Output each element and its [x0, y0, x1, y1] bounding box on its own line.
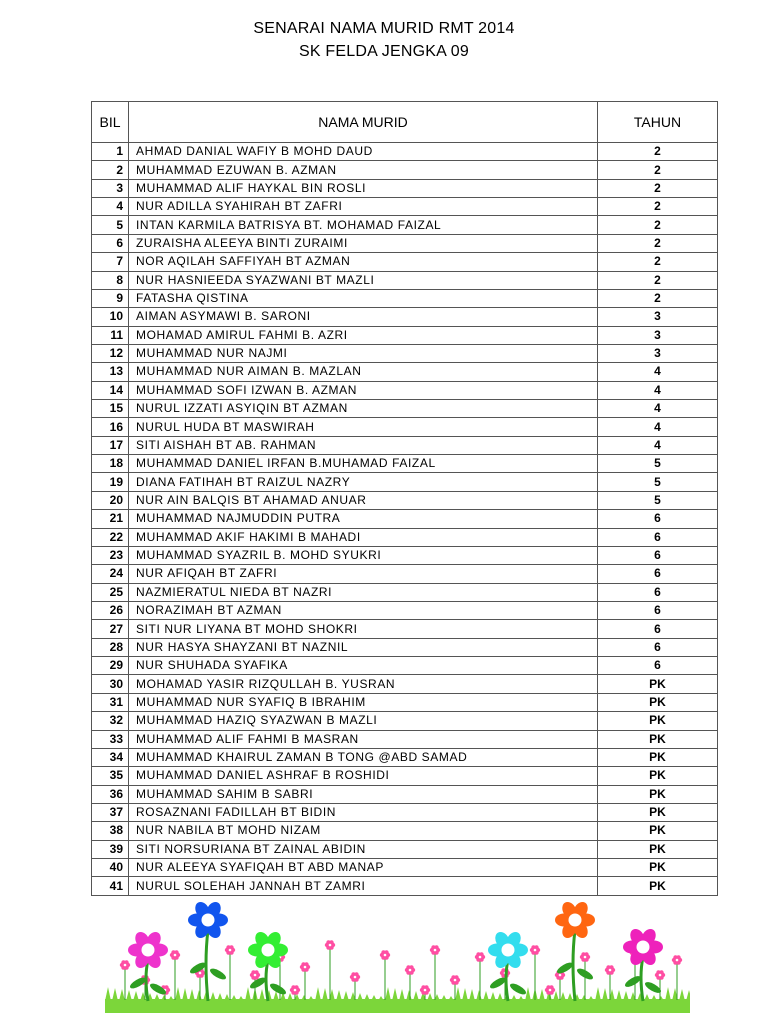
- year-value: PK: [598, 822, 718, 840]
- row-number: 36: [92, 785, 129, 803]
- table-row: [92, 693, 718, 711]
- row-number: 20: [92, 491, 129, 509]
- row-number: 34: [92, 748, 129, 766]
- year-value: PK: [598, 840, 718, 858]
- student-name: MUHAMMAD EZUWAN B. AZMAN: [129, 161, 598, 179]
- row-number: 17: [92, 436, 129, 454]
- student-name: AHMAD DANIAL WAFIY B MOHD DAUD: [129, 143, 598, 161]
- student-name: SITI NORSURIANA BT ZAINAL ABIDIN: [129, 840, 598, 858]
- table-row: [92, 712, 718, 730]
- year-value: PK: [598, 712, 718, 730]
- row-number: 14: [92, 381, 129, 399]
- table-row: [92, 289, 718, 307]
- year-value: PK: [598, 693, 718, 711]
- student-name: NURUL SOLEHAH JANNAH BT ZAMRI: [129, 877, 598, 895]
- table-row: [92, 344, 718, 362]
- year-value: 6: [598, 601, 718, 619]
- student-name: ROSAZNANI FADILLAH BT BIDIN: [129, 803, 598, 821]
- student-name: MUHAMMAD SYAZRIL B. MOHD SYUKRI: [129, 546, 598, 564]
- student-list-table: [91, 101, 718, 896]
- table-row: [92, 326, 718, 344]
- year-value: 6: [598, 657, 718, 675]
- table-row: [92, 840, 718, 858]
- row-number: 21: [92, 510, 129, 528]
- row-number: 29: [92, 657, 129, 675]
- table-row: [92, 216, 718, 234]
- student-name: SITI AISHAH BT AB. RAHMAN: [129, 436, 598, 454]
- year-value: 2: [598, 143, 718, 161]
- student-name: MUHAMMAD ALIF HAYKAL BIN ROSLI: [129, 179, 598, 197]
- student-name: ZURAISHA ALEEYA BINTI ZURAIMI: [129, 234, 598, 252]
- row-number: 3: [92, 179, 129, 197]
- student-name: NOR AQILAH SAFFIYAH BT AZMAN: [129, 253, 598, 271]
- table-row: [92, 730, 718, 748]
- student-name: MUHAMMAD DANIEL IRFAN B.MUHAMAD FAIZAL: [129, 455, 598, 473]
- table-row: [92, 803, 718, 821]
- row-number: 32: [92, 712, 129, 730]
- table-row: [92, 638, 718, 656]
- row-number: 12: [92, 344, 129, 362]
- row-number: 39: [92, 840, 129, 858]
- student-name: MOHAMAD AMIRUL FAHMI B. AZRI: [129, 326, 598, 344]
- year-value: 6: [598, 546, 718, 564]
- student-name: MUHAMMAD KHAIRUL ZAMAN B TONG @ABD SAMAD: [129, 748, 598, 766]
- table-row: [92, 601, 718, 619]
- year-value: 4: [598, 363, 718, 381]
- row-number: 11: [92, 326, 129, 344]
- table-row: [92, 859, 718, 877]
- student-name: MUHAMMAD DANIEL ASHRAF B ROSHIDI: [129, 767, 598, 785]
- column-header-bil: BIL: [92, 102, 129, 143]
- year-value: PK: [598, 730, 718, 748]
- year-value: 2: [598, 216, 718, 234]
- row-number: 38: [92, 822, 129, 840]
- row-number: 23: [92, 546, 129, 564]
- student-name: MUHAMMAD AKIF HAKIMI B MAHADI: [129, 528, 598, 546]
- table-row: [92, 381, 718, 399]
- year-value: 2: [598, 161, 718, 179]
- student-name: INTAN KARMILA BATRISYA BT. MOHAMAD FAIZAL: [129, 216, 598, 234]
- table-row: [92, 675, 718, 693]
- year-value: 5: [598, 473, 718, 491]
- row-number: 31: [92, 693, 129, 711]
- year-value: 5: [598, 455, 718, 473]
- student-name: DIANA FATIHAH BT RAIZUL NAZRY: [129, 473, 598, 491]
- student-name: NUR HASYA SHAYZANI BT NAZNIL: [129, 638, 598, 656]
- row-number: 5: [92, 216, 129, 234]
- year-value: 6: [598, 583, 718, 601]
- row-number: 15: [92, 400, 129, 418]
- row-number: 41: [92, 877, 129, 895]
- row-number: 40: [92, 859, 129, 877]
- student-name: MOHAMAD YASIR RIZQULLAH B. YUSRAN: [129, 675, 598, 693]
- row-number: 8: [92, 271, 129, 289]
- document-subtitle: SK FELDA JENGKA 09: [299, 43, 469, 60]
- table-row: [92, 767, 718, 785]
- student-name: MUHAMMAD NUR NAJMI: [129, 344, 598, 362]
- year-value: 6: [598, 638, 718, 656]
- year-value: 6: [598, 565, 718, 583]
- year-value: 6: [598, 620, 718, 638]
- year-value: 2: [598, 198, 718, 216]
- student-name: NUR AFIQAH BT ZAFRI: [129, 565, 598, 583]
- student-name: MUHAMMAD SAHIM B SABRI: [129, 785, 598, 803]
- table-row: [92, 308, 718, 326]
- table-row: [92, 363, 718, 381]
- year-value: 6: [598, 528, 718, 546]
- row-number: 1: [92, 143, 129, 161]
- row-number: 6: [92, 234, 129, 252]
- student-name: NURUL IZZATI ASYIQIN BT AZMAN: [129, 400, 598, 418]
- table-row: [92, 822, 718, 840]
- year-value: 2: [598, 179, 718, 197]
- row-number: 35: [92, 767, 129, 785]
- student-name: NUR ALEEYA SYAFIQAH BT ABD MANAP: [129, 859, 598, 877]
- student-name: MUHAMMAD SOFI IZWAN B. AZMAN: [129, 381, 598, 399]
- year-value: PK: [598, 748, 718, 766]
- table-header-row: [92, 102, 718, 143]
- table-row: [92, 510, 718, 528]
- row-number: 27: [92, 620, 129, 638]
- year-value: 3: [598, 326, 718, 344]
- year-value: PK: [598, 767, 718, 785]
- row-number: 26: [92, 601, 129, 619]
- student-name: NAZMIERATUL NIEDA BT NAZRI: [129, 583, 598, 601]
- year-value: 4: [598, 381, 718, 399]
- column-header-tahun: TAHUN: [598, 102, 718, 143]
- row-number: 10: [92, 308, 129, 326]
- year-value: 4: [598, 400, 718, 418]
- student-name: NUR SHUHADA SYAFIKA: [129, 657, 598, 675]
- student-name: NUR NABILA BT MOHD NIZAM: [129, 822, 598, 840]
- row-number: 25: [92, 583, 129, 601]
- row-number: 24: [92, 565, 129, 583]
- document-title: SENARAI NAMA MURID RMT 2014: [253, 20, 515, 37]
- student-name: MUHAMMAD NUR AIMAN B. MAZLAN: [129, 363, 598, 381]
- table-row: [92, 455, 718, 473]
- year-value: 3: [598, 308, 718, 326]
- student-name: NUR ADILLA SYAHIRAH BT ZAFRI: [129, 198, 598, 216]
- table-row: [92, 473, 718, 491]
- table-row: [92, 785, 718, 803]
- table-row: [92, 565, 718, 583]
- table-row: [92, 546, 718, 564]
- table-row: [92, 748, 718, 766]
- table-row: [92, 528, 718, 546]
- row-number: 33: [92, 730, 129, 748]
- student-name: NORAZIMAH BT AZMAN: [129, 601, 598, 619]
- column-header-nama-murid: NAMA MURID: [129, 102, 598, 143]
- year-value: PK: [598, 675, 718, 693]
- table-row: [92, 143, 718, 161]
- row-number: 30: [92, 675, 129, 693]
- student-name: NUR AIN BALQIS BT AHAMAD ANUAR: [129, 491, 598, 509]
- year-value: 4: [598, 436, 718, 454]
- table-row: [92, 620, 718, 638]
- table-row: [92, 253, 718, 271]
- student-name: SITI NUR LIYANA BT MOHD SHOKRI: [129, 620, 598, 638]
- table-row: [92, 271, 718, 289]
- student-name: MUHAMMAD ALIF FAHMI B MASRAN: [129, 730, 598, 748]
- year-value: 2: [598, 271, 718, 289]
- row-number: 16: [92, 418, 129, 436]
- table-row: [92, 161, 718, 179]
- row-number: 18: [92, 455, 129, 473]
- table-row: [92, 877, 718, 895]
- table-row: [92, 418, 718, 436]
- year-value: 5: [598, 491, 718, 509]
- student-name: NURUL HUDA BT MASWIRAH: [129, 418, 598, 436]
- year-value: 2: [598, 234, 718, 252]
- year-value: PK: [598, 859, 718, 877]
- table-row: [92, 491, 718, 509]
- row-number: 7: [92, 253, 129, 271]
- student-name: MUHAMMAD NUR SYAFIQ B IBRAHIM: [129, 693, 598, 711]
- table-row: [92, 400, 718, 418]
- row-number: 4: [92, 198, 129, 216]
- year-value: PK: [598, 803, 718, 821]
- year-value: 2: [598, 253, 718, 271]
- student-name: MUHAMMAD HAZIQ SYAZWAN B MAZLI: [129, 712, 598, 730]
- table-row: [92, 583, 718, 601]
- row-number: 37: [92, 803, 129, 821]
- student-name: AIMAN ASYMAWI B. SARONI: [129, 308, 598, 326]
- row-number: 19: [92, 473, 129, 491]
- year-value: 4: [598, 418, 718, 436]
- year-value: 3: [598, 344, 718, 362]
- year-value: 2: [598, 289, 718, 307]
- year-value: PK: [598, 877, 718, 895]
- row-number: 2: [92, 161, 129, 179]
- row-number: 28: [92, 638, 129, 656]
- student-name: FATASHA QISTINA: [129, 289, 598, 307]
- table-row: [92, 179, 718, 197]
- table-row: [92, 657, 718, 675]
- student-name: MUHAMMAD NAJMUDDIN PUTRA: [129, 510, 598, 528]
- year-value: PK: [598, 785, 718, 803]
- row-number: 9: [92, 289, 129, 307]
- student-name: NUR HASNIEEDA SYAZWANI BT MAZLI: [129, 271, 598, 289]
- row-number: 22: [92, 528, 129, 546]
- flower-border-icon: [105, 895, 690, 1013]
- table-row: [92, 198, 718, 216]
- year-value: 6: [598, 510, 718, 528]
- table-row: [92, 436, 718, 454]
- table-row: [92, 234, 718, 252]
- row-number: 13: [92, 363, 129, 381]
